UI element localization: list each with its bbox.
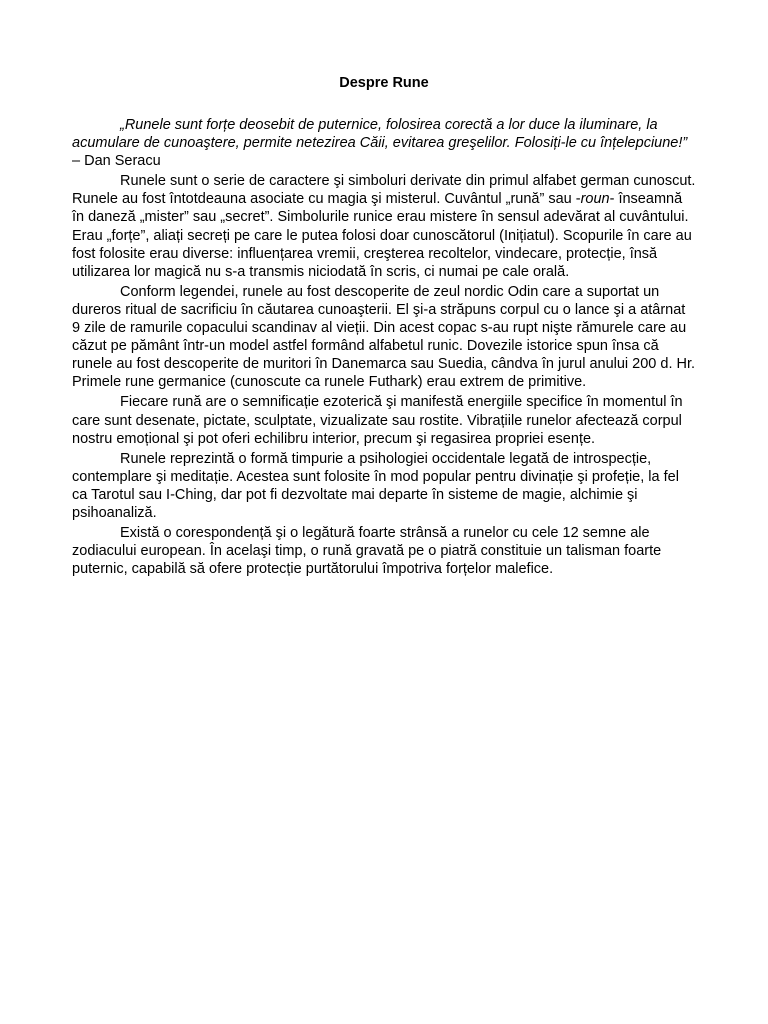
paragraph-3: Fiecare rună are o semnificație ezoterică şi manifestă energiile specifice în momentul în care sunt desenate, pictate, sculptate, vizualizate sau rostite. Vibrațiile runelor afectează corpul nostru emoțional şi pot oferi echilibru interior, precum şi regasirea propriei esențe. xyxy=(72,394,683,447)
paragraph-1-italic-word: roun xyxy=(580,191,610,208)
document-body xyxy=(72,74,696,580)
paragraph-5: Există o corespondență şi o legătură foarte strânsă a runelor cu cele 12 semne ale zodiacului european. În acelaşi timp, o rună gravată pe o piatră constituie un talisman foarte puternic, capabilă să ofere protecție purtătorului împotriva forțelor malefice. xyxy=(72,525,662,578)
paragraph-1-part2: - înseamnă în daneză „mister” sau „secret”. Simbolurile runice erau mistere în sensul adevărat al cuvântului. Erau „forțe”, aliați secreți pe care le putea folosi doar cunoscătorul (Inițiatul). Scopurile în care au fost folosite erau diverse: influențarea vremii, creşterea recoltelor, vindecare, protecție, însă utilizarea lor magică nu s-a transmis niciodată în scris, ci numai pe cale orală. xyxy=(72,191,692,280)
document-title: Despre Rune xyxy=(339,75,429,91)
paragraph-2: Conform legendei, runele au fost descoperite de zeul nordic Odin care a suportat un dureros ritual de sacrificiu în căutarea cunoaşterii. El şi-a străpuns corpul cu o lance şi a atârnat 9 zile de ramurile copacului scandinav al vieții. Din acest copac s-au rupt nişte rămurele care au căzut pe pământ într-un model astfel formând alfabetul runic. Dovezile istorice spun însa că runele au fost descoperite de muritori în Danemarca sau Suedia, cândva în jurul anului 200 d. Hr. Primele rune germanice (cunoscute ca runele Futhark) erau extrem de primitive. xyxy=(72,283,696,391)
paragraph-1-part1: Runele sunt o serie de caractere şi simboluri derivate din primul alfabet german cunoscut. Runele au fost întotdeauna asociate cu magia şi misterul. Cuvântul „rună” sau - xyxy=(72,173,696,208)
paragraph-4: Runele reprezintă o formă timpurie a psihologiei occidentale legată de introspecție, contemplare şi meditație. Acestea sunt folosite în mod popular pentru divinație şi profeție, la fel ca Tarotul sau I-Ching, dar pot fi dezvoltate mai departe în sisteme de magie, alchimie şi psihoanaliză. xyxy=(72,450,679,521)
quote-author: – Dan Seracu xyxy=(72,153,161,170)
paragraph-1 xyxy=(72,172,696,281)
quote-paragraph xyxy=(72,116,696,170)
quote-text: „Runele sunt forțe deosebit de puternice, folosirea corectă a lor duce la iluminare, la acumulare de cunoaştere, permite netezirea Căii, evitarea greşelilor. Folosiți-le cu înțelepciune!” xyxy=(72,117,688,152)
